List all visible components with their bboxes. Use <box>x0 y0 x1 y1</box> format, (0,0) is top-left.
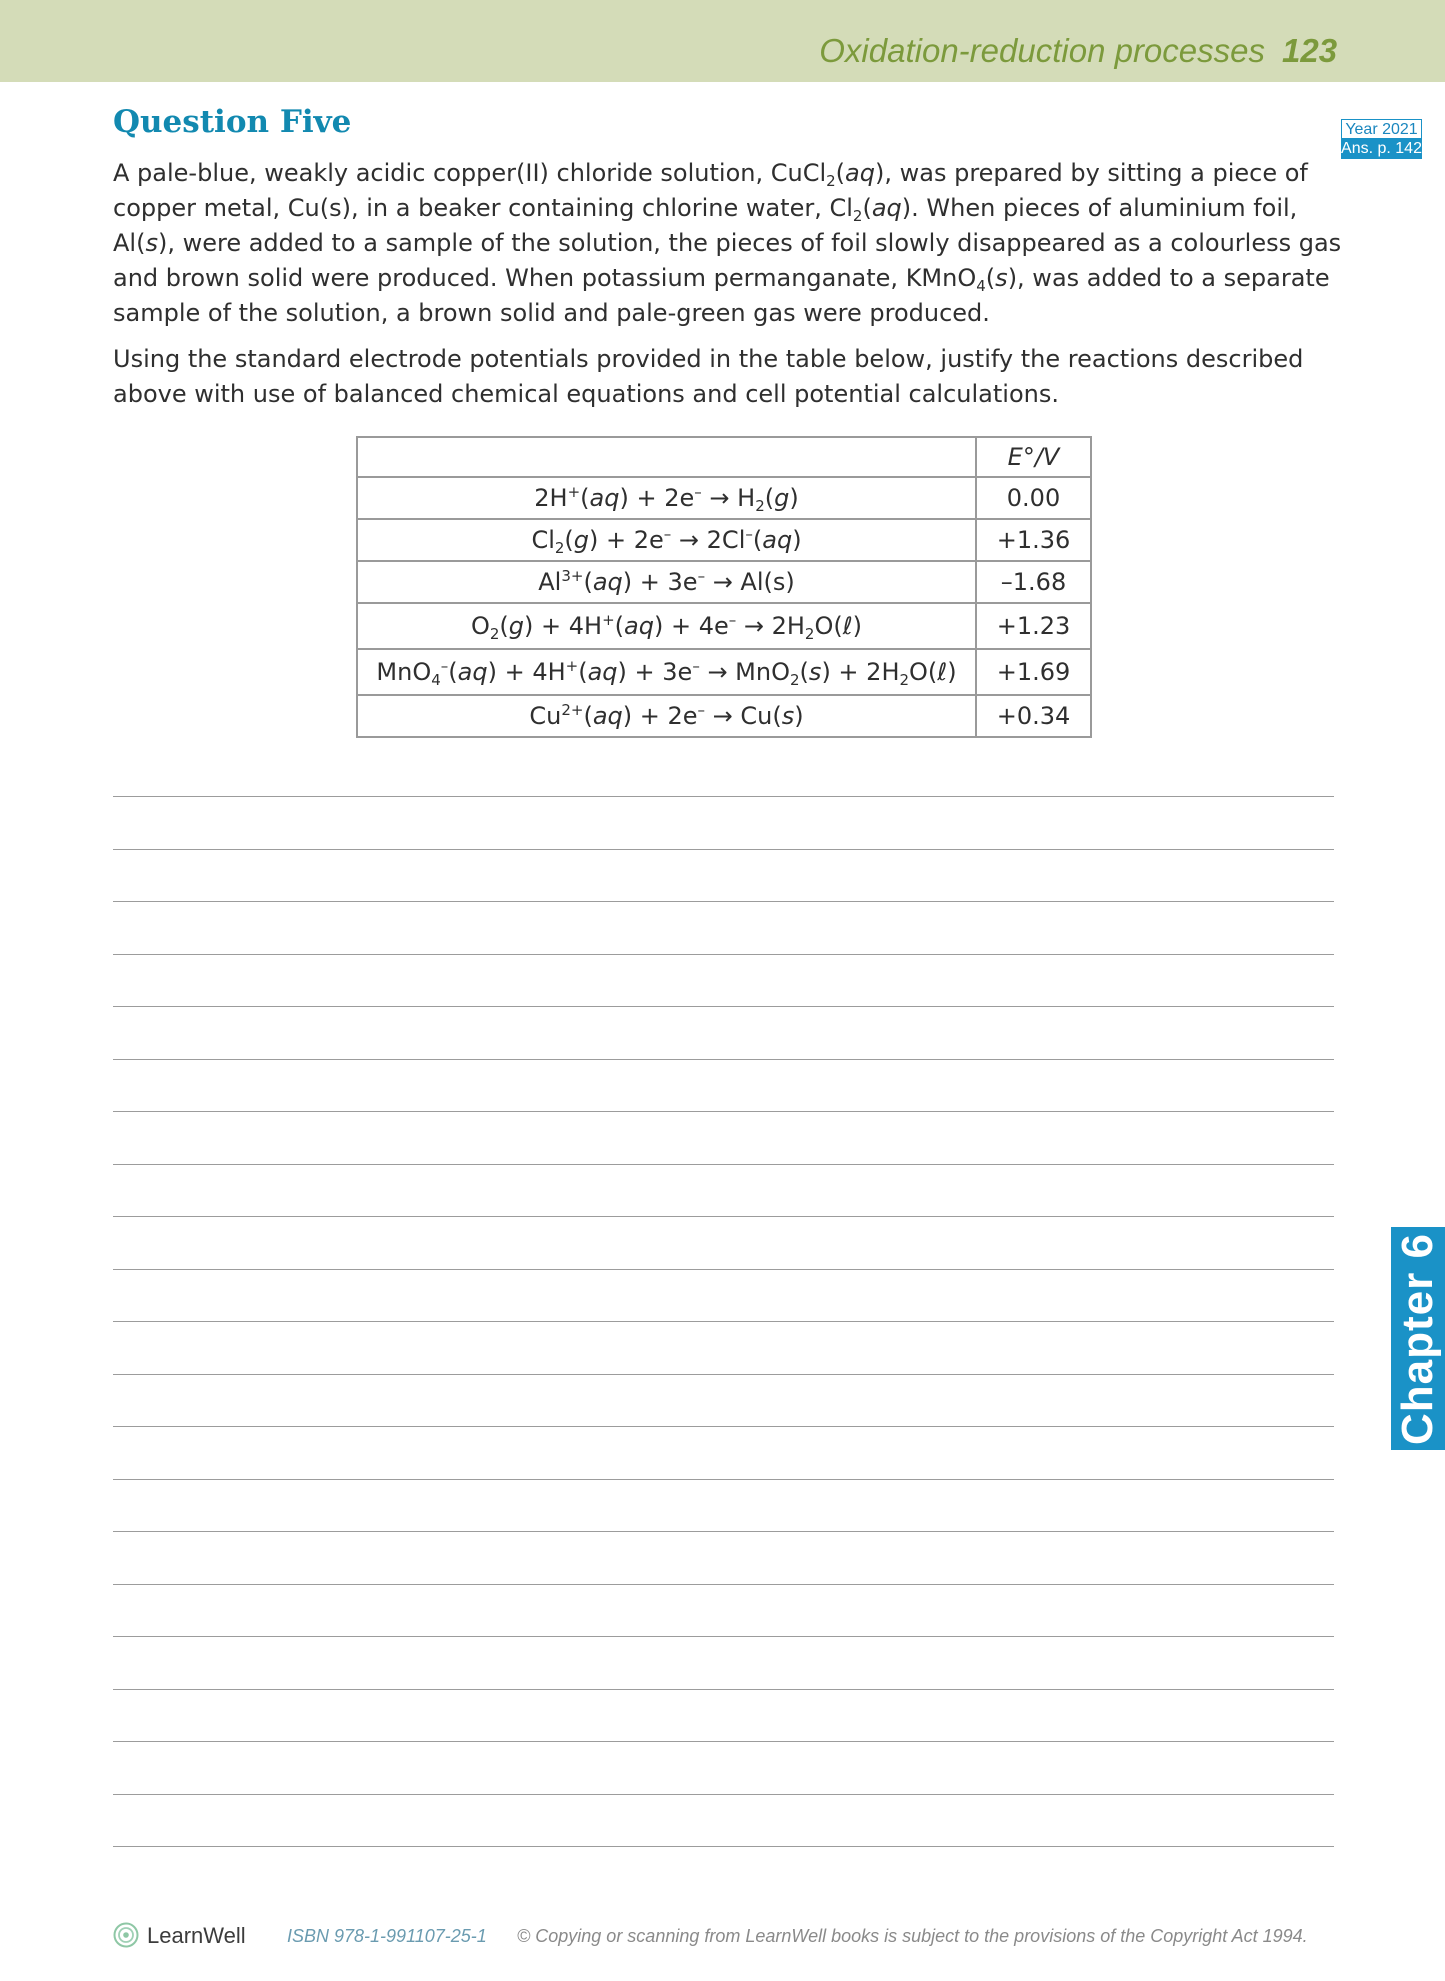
answer-line[interactable] <box>113 1689 1334 1690</box>
answer-line[interactable] <box>113 1794 1334 1795</box>
page-number: 123 <box>1282 32 1338 69</box>
half-reaction-cell: $MnO_4^-(aq) + 4H^+(aq) + 3e^- \to MnO_2(s) + 2H_2O(\ell)$ <box>357 649 976 695</box>
answer-line[interactable] <box>113 796 1334 797</box>
potential-cell: 0.00 <box>976 477 1091 519</box>
learnwell-logo-icon <box>113 1922 139 1948</box>
electrode-potentials-table <box>356 436 1092 738</box>
table-row <box>357 695 1091 737</box>
isbn-text: ISBN 978-1-991107-25-1 <box>287 1926 487 1946</box>
publisher-logo-text: LearnWell <box>147 1923 246 1948</box>
table-row <box>357 649 1091 695</box>
answer-line[interactable] <box>113 1741 1334 1742</box>
answer-line[interactable] <box>113 1426 1334 1427</box>
table-header-row <box>357 437 1091 477</box>
half-reaction-cell: $O_2(g) + 4H^+(aq) + 4e^-$ → $2H_2O(\ell)$ <box>357 603 976 649</box>
question-instructions: Using the standard electrode potentials provided in the table below, justify the reactions described above with use of balanced chemical equations and cell potential calculations. <box>113 345 1304 408</box>
answer-line[interactable] <box>113 901 1334 902</box>
answer-line[interactable] <box>113 1321 1334 1322</box>
potential-cell: +1.36 <box>976 519 1091 561</box>
table-row <box>357 477 1091 519</box>
question-title: Question Five <box>113 104 352 140</box>
answer-line[interactable] <box>113 954 1334 955</box>
copyright-notice: © Copying or scanning from LearnWell books is subject to the provisions of the Copyright Act 1994. <box>517 1926 1308 1946</box>
answer-line[interactable] <box>113 1006 1334 1007</box>
answer-line[interactable] <box>113 1269 1334 1270</box>
answer-line[interactable] <box>113 1059 1334 1060</box>
half-reaction-cell: $Al^{3+}(aq) + 3e^- \to Al(s)$ <box>357 561 976 603</box>
answer-line[interactable] <box>113 1111 1334 1112</box>
potential-cell: +0.34 <box>976 695 1091 737</box>
answer-line[interactable] <box>113 1636 1334 1637</box>
answer-page-link[interactable]: Ans. p. 142 <box>1341 140 1422 157</box>
year-answer-badge <box>1341 119 1422 159</box>
answer-line[interactable] <box>113 1846 1334 1847</box>
answer-line[interactable] <box>113 1216 1334 1217</box>
half-reaction-cell: $Cl_2(g) + 2e^- \to 2Cl^-(aq)$ <box>357 519 976 561</box>
year-badge: Year 2021 <box>1341 119 1422 139</box>
chapter-tab[interactable] <box>1391 1227 1445 1450</box>
potential-cell: –1.68 <box>976 561 1091 603</box>
potential-header-cell: E°/V <box>976 437 1091 477</box>
running-header-title: Oxidation-reduction processes <box>819 32 1265 69</box>
chapter-tab-label: Chapter 6 <box>1393 1232 1442 1445</box>
half-reaction-cell: $Cu^{2+}(aq) + 2e^- \to Cu(s)$ <box>357 695 976 737</box>
answer-line[interactable] <box>113 1479 1334 1480</box>
footer <box>113 1920 1343 1950</box>
potential-cell: +1.69 <box>976 649 1091 695</box>
reaction-header-cell <box>357 437 976 477</box>
half-reaction-cell: $2H^+(aq) + 2e^- \to H_2(g)$ <box>357 477 976 519</box>
table-row <box>357 519 1091 561</box>
potential-cell: +1.23 <box>976 603 1091 649</box>
table-row <box>357 603 1091 649</box>
question-paragraph: A pale-blue, weakly acidic copper(II) chloride solution, CuCl$_2$(aq), was prepared by sitting a piece of copper metal, Cu(s), in a beaker containing chlorine water, $Cl_2(aq)$. When pieces of aluminium foil, Al(s), were added to a sample of the solution, the pieces of foil slowly disappeared as a colourless gas and brown solid were produced. When potassium permanganate, KMnO$_4$(s), was added to a separate sample of the solution, a brown solid and pale-green gas were produced. <box>113 159 1342 327</box>
answer-line[interactable] <box>113 1584 1334 1585</box>
answer-line[interactable] <box>113 1531 1334 1532</box>
answer-line[interactable] <box>113 1374 1334 1375</box>
answer-line[interactable] <box>113 849 1334 850</box>
table-row <box>357 561 1091 603</box>
answer-line[interactable] <box>113 1164 1334 1165</box>
